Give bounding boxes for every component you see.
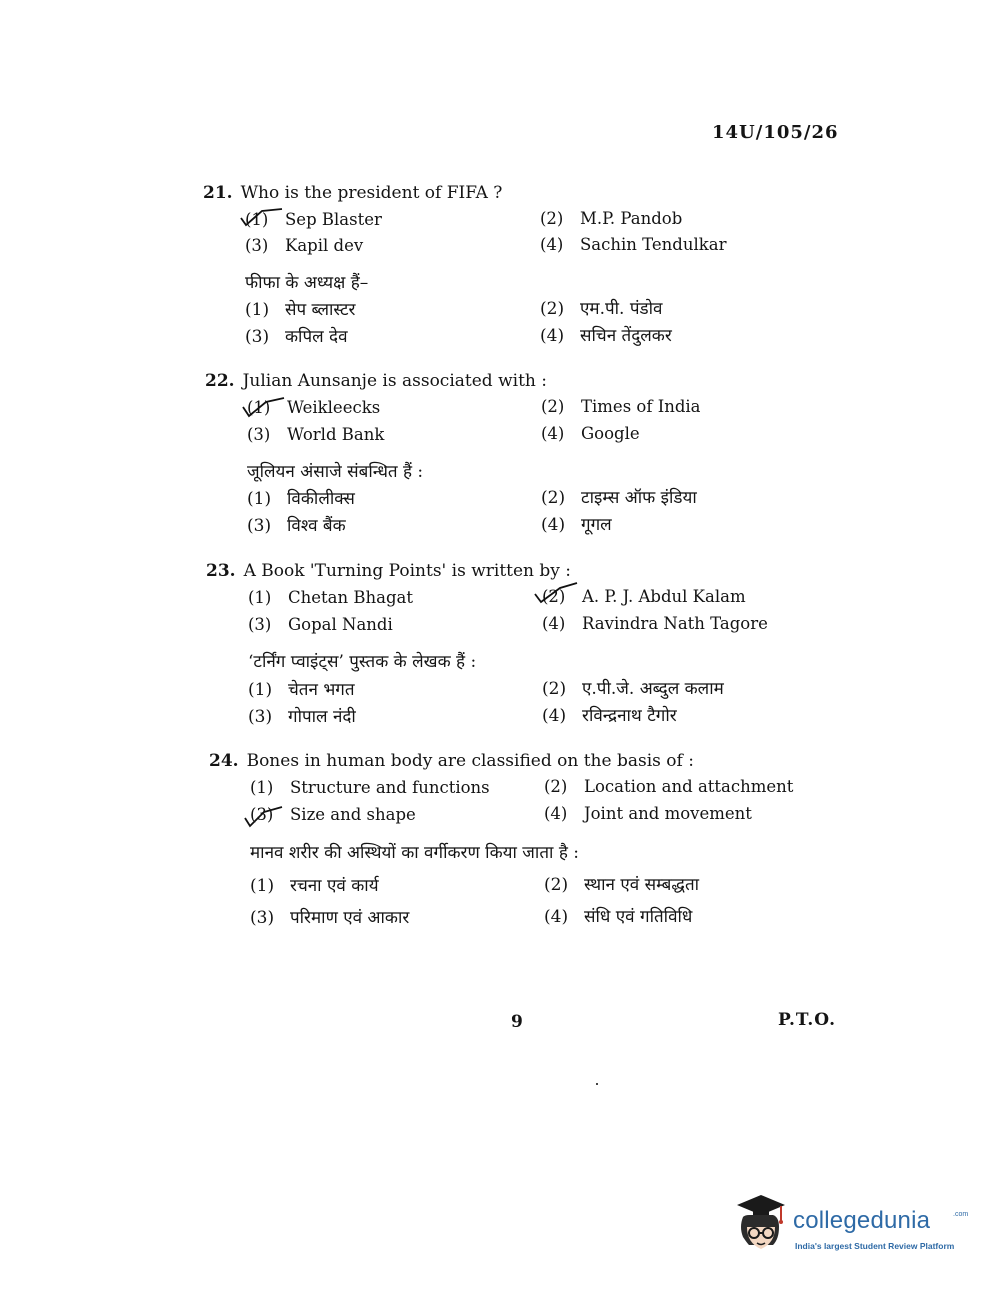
question-text bbox=[203, 183, 502, 203]
question-number: 22. bbox=[205, 371, 235, 391]
option-3: (3) Size and shape bbox=[250, 805, 416, 824]
question-hindi: ‘टर्निंग प्वाइंट्स’ पुस्तक के लेखक हैं : bbox=[248, 652, 477, 672]
option-4: (4) Sachin Tendulkar bbox=[540, 235, 727, 254]
question-text bbox=[209, 751, 694, 771]
question-number: 23. bbox=[206, 561, 236, 581]
answer-tick-mark bbox=[532, 582, 578, 604]
question-english: Julian Aunsanje is associated with : bbox=[242, 371, 547, 391]
option-2: (2) Times of India bbox=[541, 397, 701, 416]
question-hindi: जूलियन अंसाजे संबन्धित हैं : bbox=[247, 462, 424, 482]
option-1: (1) Structure and functions bbox=[250, 778, 490, 797]
brand-tagline: India's largest Student Review Platform bbox=[795, 1241, 955, 1251]
option-4: (4) Google bbox=[541, 424, 640, 443]
hindi-option-3: (3) विश्व बैंक bbox=[247, 516, 346, 536]
question-english: Who is the president of FIFA ? bbox=[240, 183, 503, 203]
hindi-option-3: (3) कपिल देव bbox=[245, 327, 348, 347]
hindi-option-4: (4) संधि एवं गतिविधि bbox=[544, 907, 693, 927]
option-4: (4) Joint and movement bbox=[544, 804, 752, 823]
option-2: (2) Location and attachment bbox=[544, 777, 794, 796]
answer-tick-mark bbox=[238, 206, 284, 228]
hindi-option-1: (1) चेतन भगत bbox=[248, 680, 355, 700]
hindi-option-2: (2) स्थान एवं सम्बद्धता bbox=[544, 875, 700, 895]
option-2: (2) M.P. Pandob bbox=[540, 209, 683, 228]
question-number: 24. bbox=[209, 751, 239, 771]
hindi-option-4: (4) सचिन तेंदुलकर bbox=[540, 326, 672, 346]
scan-speck bbox=[596, 1083, 598, 1085]
page-number: 9 bbox=[511, 1012, 523, 1032]
question-text bbox=[206, 561, 571, 581]
collegedunia-watermark bbox=[735, 1193, 969, 1263]
question-number: 21. bbox=[203, 183, 233, 203]
hindi-option-2: (2) ए.पी.जे. अब्दुल कलाम bbox=[542, 679, 724, 699]
hindi-option-2: (2) टाइम्स ऑफ इंडिया bbox=[541, 488, 697, 508]
option-4: (4) Ravindra Nath Tagore bbox=[542, 614, 768, 633]
question-hindi: मानव शरीर की अस्थियों का वर्गीकरण किया जाता है : bbox=[250, 843, 579, 863]
hindi-option-3: (3) गोपाल नंदी bbox=[248, 707, 356, 727]
option-2: (2) A. P. J. Abdul Kalam bbox=[542, 587, 746, 606]
question-hindi: फीफा के अध्यक्ष हैं– bbox=[245, 273, 369, 293]
brand-domain: .com bbox=[953, 1211, 969, 1218]
paper-code: 14U/105/26 bbox=[712, 122, 839, 143]
option-3: (3) World Bank bbox=[247, 425, 385, 444]
option-1: (1) Chetan Bhagat bbox=[248, 588, 413, 607]
hindi-option-1: (1) विकीलीक्स bbox=[247, 489, 355, 509]
mascot-icon bbox=[735, 1193, 791, 1257]
question-english: Bones in human body are classified on the basis of : bbox=[246, 751, 694, 771]
hindi-option-1: (1) रचना एवं कार्य bbox=[250, 876, 379, 896]
option-1: (1) Weikleecks bbox=[247, 398, 381, 417]
hindi-option-3: (3) परिमाण एवं आकार bbox=[250, 908, 410, 928]
option-3: (3) Gopal Nandi bbox=[248, 615, 393, 634]
hindi-option-1: (1) सेप ब्लास्टर bbox=[245, 300, 356, 320]
question-text bbox=[205, 371, 547, 391]
hindi-option-4: (4) रविन्द्रनाथ टैगोर bbox=[542, 706, 677, 726]
option-3: (3) Kapil dev bbox=[245, 236, 364, 255]
option-1: (1) Sep Blaster bbox=[245, 210, 382, 229]
answer-tick-mark bbox=[240, 396, 286, 418]
pto-label: P.T.O. bbox=[778, 1010, 836, 1030]
hindi-option-4: (4) गूगल bbox=[541, 515, 612, 535]
brand-name: collegedunia bbox=[793, 1207, 931, 1234]
question-english: A Book 'Turning Points' is written by : bbox=[243, 561, 572, 581]
hindi-option-2: (2) एम.पी. पंडोव bbox=[540, 299, 663, 319]
answer-tick-mark bbox=[242, 806, 288, 828]
